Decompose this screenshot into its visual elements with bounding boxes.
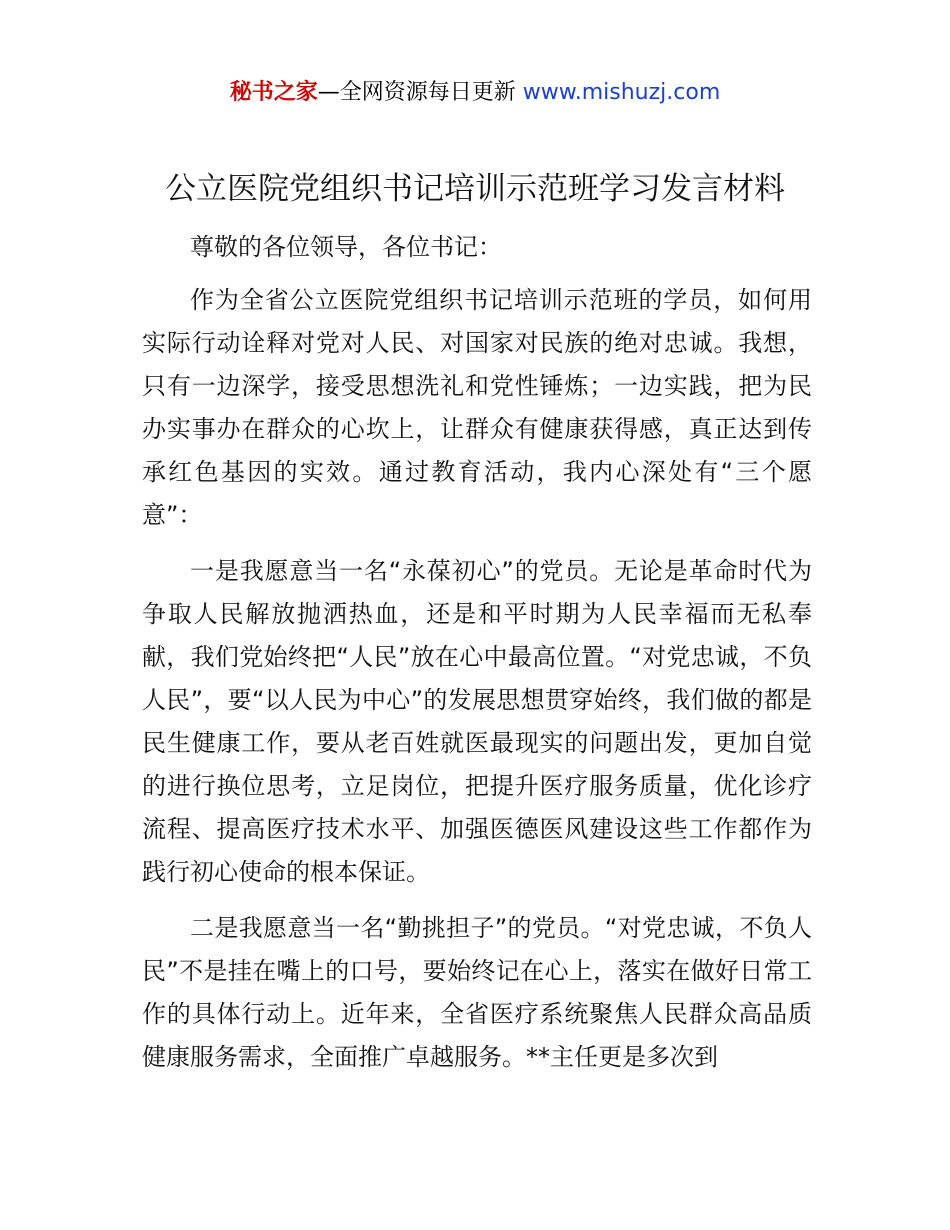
- paragraph-2: 一是我愿意当一名“永葆初心”的党员。无论是革命时代为争取人民解放抛洒热血，还是和平时期为人民幸福而无私奉献，我们党始终把“人民”放在心中最高位置。“对党忠诚，不负人民”，要“以人民为中心”的发展思想贯穿始终，我们做的都是民生健康工作，要从老百姓就医最现实的问题出发，更加自觉的进行换位思考，立足岗位，把提升医疗服务质量，优化诊疗流程、提高医疗技术水平、加强医德医风建设这些工作都作为践行初心使命的根本保证。: [142, 557, 812, 886]
- paragraph-1: 作为全省公立医院党组织书记培训示范班的学员，如何用实际行动诠释对党对人民、对国家对民族的绝对忠诚。我想，只有一边深学，接受思想洗礼和党性锤炼；一边实践，把为民办实事办在群众的心坎上，让群众有健康获得感，真正达到传承红色基因的实效。通过教育活动，我内心深处有“三个愿意”：: [142, 286, 812, 529]
- paragraph-3: 二是我愿意当一名“勤挑担子”的党员。“对党忠诚，不负人民”不是挂在嘴上的口号，要始终记在心上，落实在做好日常工作的具体行动上。近年来，全省医疗系统聚焦人民群众高品质健康服务需求，全面推广卓越服务。**主任更是多次到: [142, 914, 812, 1071]
- document-body: [142, 226, 812, 1092]
- site-slogan: —全网资源每日更新: [317, 80, 523, 105]
- document-title: 公立医院党组织书记培训示范班学习发言材料: [165, 171, 785, 207]
- site-header: [0, 78, 950, 108]
- site-url-link[interactable]: www.mishuzj.com: [522, 80, 721, 105]
- site-brand: 秘书之家: [229, 80, 318, 105]
- greeting: 尊敬的各位领导，各位书记：: [190, 233, 502, 261]
